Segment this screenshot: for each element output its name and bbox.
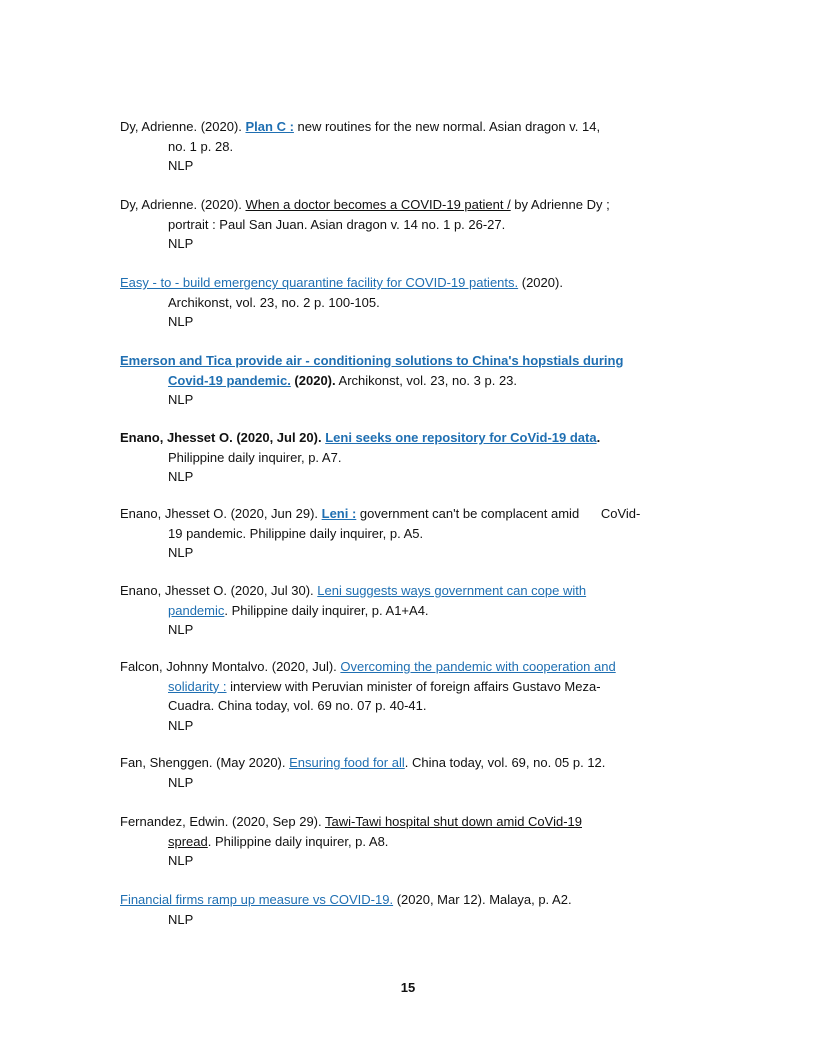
citation-author: Fernandez, Edwin. (2020, Sep 29). — [120, 814, 325, 829]
citation-text: (2020, Mar 12). Malaya, p. A2. — [393, 892, 572, 907]
citation-entry — [120, 890, 700, 929]
citation-title-link-cont[interactable]: spread — [168, 833, 208, 849]
citation-line — [120, 753, 700, 773]
citation-location: NLP — [168, 853, 194, 868]
citation-entry — [120, 657, 700, 735]
citation-location: NLP — [168, 392, 194, 407]
citation-author: Enano, Jhesset O. (2020, Jul 30). — [120, 583, 318, 598]
citation-continuation — [120, 677, 700, 697]
citation-title-link-cont[interactable]: Covid-19 pandemic. — [168, 372, 291, 388]
citation-continuation: Archikonst, vol. 23, no. 2 p. 100-105. — [168, 294, 380, 310]
citation-location: NLP — [168, 469, 194, 484]
citation-text: new routines for the new normal. Asian dragon v. 14, — [293, 119, 601, 134]
citation-location: NLP — [168, 545, 194, 560]
citation-text: interview with Peruvian minister of foreign affairs Gustavo Meza- — [226, 678, 601, 694]
citation-location: NLP — [168, 911, 194, 927]
citation-entry — [120, 812, 700, 871]
citation-entry — [120, 351, 700, 410]
citation-entry — [120, 504, 700, 563]
citation-title-link[interactable]: Emerson and Tica provide air - conditioning solutions to China's hopstials during — [120, 353, 624, 368]
citation-location: NLP — [168, 622, 194, 637]
citation-continuation — [120, 832, 700, 852]
citation-title-link[interactable]: Financial firms ramp up measure vs COVID-19. — [120, 892, 394, 907]
citation-text: . — [596, 430, 601, 445]
citation-author: Dy, Adrienne. (2020). — [120, 119, 246, 134]
citation-line — [120, 890, 700, 910]
citation-line — [120, 428, 700, 448]
page-number: 15 — [400, 980, 416, 995]
citation-line — [120, 812, 700, 832]
citation-text: . Philippine daily inquirer, p. A1+A4. — [224, 602, 429, 618]
citation-title-link[interactable]: Overcoming the pandemic with cooperation and — [340, 659, 616, 674]
citation-entry — [120, 195, 700, 254]
citation-title-link-cont[interactable]: solidarity : — [168, 678, 227, 694]
citation-title-link[interactable]: Leni suggests ways government can cope with — [317, 583, 587, 598]
citation-text: . Philippine daily inquirer, p. A8. — [207, 833, 389, 849]
citation-entry — [120, 117, 700, 176]
citation-text: government can't be complacent amid CoVid- — [356, 506, 641, 521]
citation-continuation — [120, 601, 700, 621]
citation-title-link-cont[interactable]: pandemic — [168, 602, 225, 618]
citation-line — [120, 273, 700, 293]
citation-continuation: Cuadra. China today, vol. 69 no. 07 p. 40-41. — [168, 698, 427, 713]
citation-title-link[interactable]: When a doctor becomes a COVID-19 patient / — [245, 197, 511, 212]
citation-title-link[interactable]: Leni : — [321, 506, 357, 521]
citation-entry — [120, 273, 700, 332]
citation-author: Dy, Adrienne. (2020). — [120, 197, 246, 212]
citation-location: NLP — [168, 314, 194, 329]
citation-entry — [120, 753, 700, 792]
citation-title-link[interactable]: Ensuring food for all — [289, 755, 405, 770]
citation-continuation: Philippine daily inquirer, p. A7. — [168, 449, 342, 465]
citation-text: (2020). — [518, 275, 563, 290]
citation-continuation: no. 1 p. 28. — [168, 138, 234, 154]
citation-title-link[interactable]: Leni seeks one repository for CoVid-19 data — [325, 430, 597, 445]
citation-line — [120, 195, 700, 215]
citation-line — [120, 657, 700, 677]
citation-entry — [120, 581, 700, 640]
citation-text: by Adrienne Dy ; — [510, 197, 610, 212]
citation-location: NLP — [168, 774, 194, 790]
citation-title-link[interactable]: Tawi-Tawi hospital shut down amid CoVid-19 — [325, 814, 582, 829]
citation-entry — [120, 428, 700, 487]
citation-text: . China today, vol. 69, no. 05 p. 12. — [404, 755, 606, 770]
citation-author: Fan, Shenggen. (May 2020). — [120, 755, 290, 770]
citation-year: (2020). — [290, 372, 336, 388]
citation-line — [120, 504, 700, 524]
citation-title-link[interactable]: Easy - to - build emergency quarantine facility for COVID-19 patients. — [120, 275, 519, 290]
citation-author: Falcon, Johnny Montalvo. (2020, Jul). — [120, 659, 341, 674]
citation-location: NLP — [168, 236, 194, 251]
citation-line — [120, 581, 700, 601]
citation-author: Enano, Jhesset O. (2020, Jun 29). — [120, 506, 322, 521]
citation-continuation: 19 pandemic. Philippine daily inquirer, p. A5. — [168, 525, 424, 541]
citation-line — [120, 117, 700, 137]
citation-title-link[interactable]: Plan C : — [245, 119, 294, 134]
citation-continuation — [120, 371, 700, 391]
citation-line — [120, 351, 700, 371]
citation-continuation: portrait : Paul San Juan. Asian dragon v. 14 no. 1 p. 26-27. — [168, 216, 506, 232]
citation-author: Enano, Jhesset O. (2020, Jul 20). — [120, 430, 326, 445]
citation-location: NLP — [168, 717, 194, 733]
citation-text: Archikonst, vol. 23, no. 3 p. 23. — [335, 372, 518, 388]
citation-location: NLP — [168, 158, 194, 173]
